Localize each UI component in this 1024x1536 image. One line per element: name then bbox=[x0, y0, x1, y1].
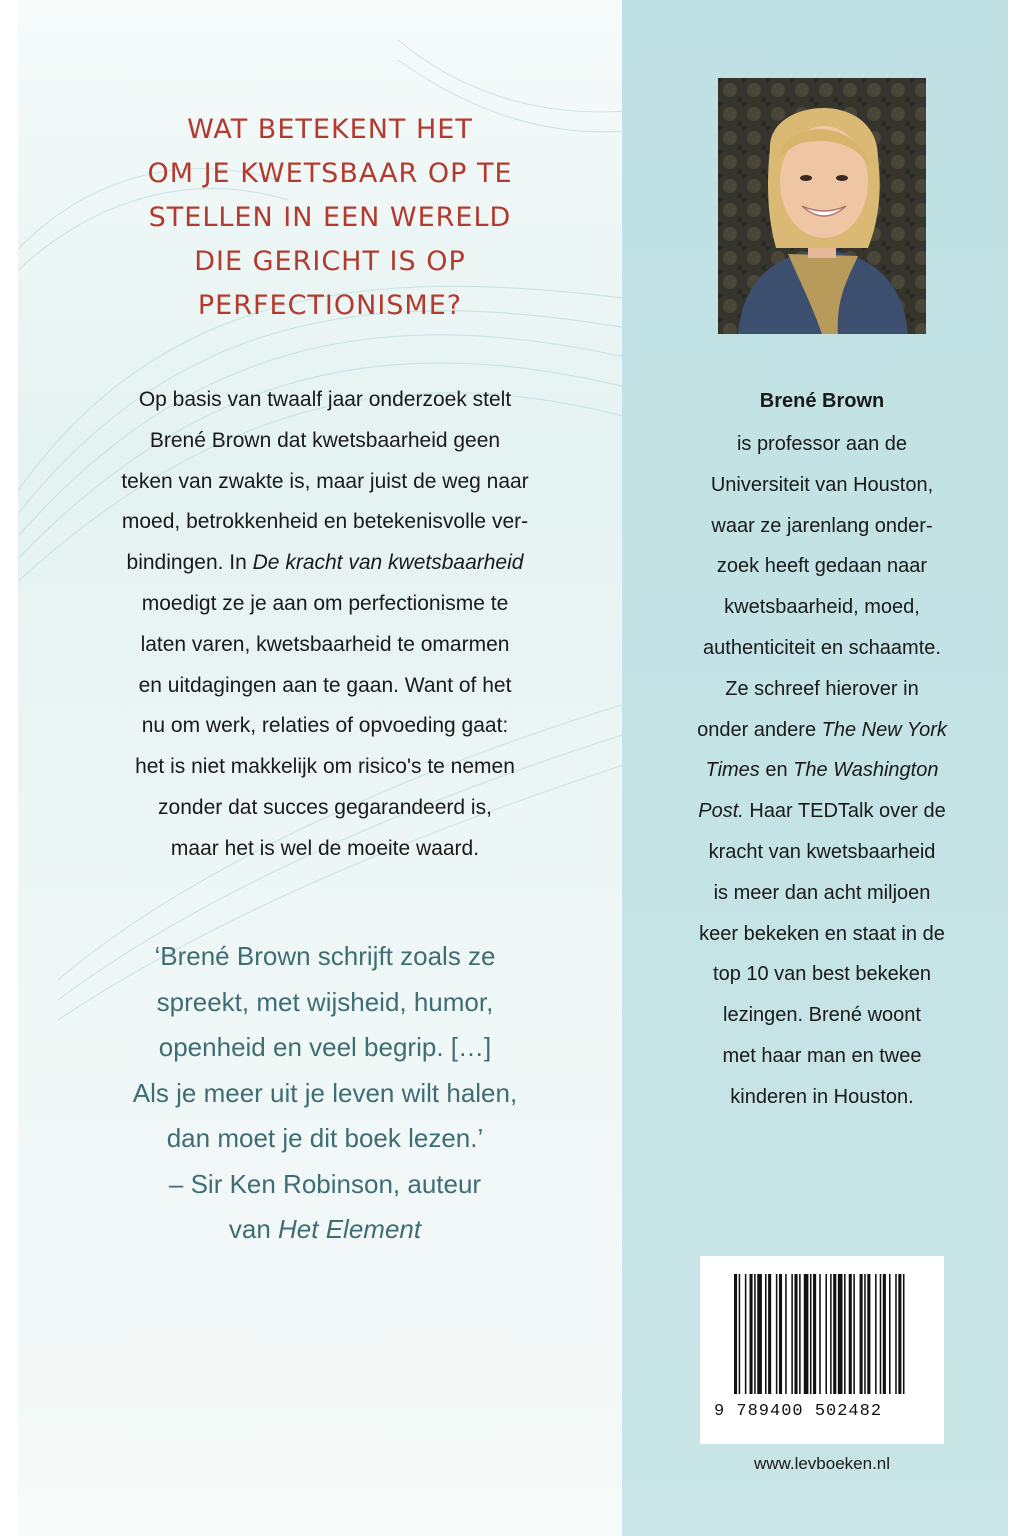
quote-line: dan moet je dit boek lezen.’ bbox=[166, 1123, 484, 1153]
bio-line: kwetsbaarheid, moed, bbox=[724, 596, 920, 619]
summary-line: Brené Brown dat kwetsbaarheid geen bbox=[149, 428, 501, 452]
barcode-bar bbox=[804, 1274, 809, 1394]
quote-line: – Sir Ken Robinson, auteur bbox=[168, 1168, 482, 1199]
bio-line: kinderen in Houston. bbox=[730, 1085, 914, 1108]
barcode-bar bbox=[838, 1274, 843, 1394]
bio-line: Post. Haar TEDTalk over de bbox=[698, 800, 946, 823]
summary-line: Op basis van twaalf jaar onderzoek stelt bbox=[138, 388, 512, 411]
publisher-website: www.levboeken.nl bbox=[753, 1454, 891, 1473]
summary-line: teken van zwakte is, maar juist de weg naar bbox=[121, 469, 529, 493]
barcode-bar bbox=[875, 1274, 877, 1394]
summary-line: en uitdagingen aan te gaan. Want of het bbox=[138, 673, 512, 697]
headline bbox=[120, 108, 540, 328]
barcode-bar bbox=[844, 1274, 846, 1394]
book-summary bbox=[60, 380, 590, 870]
barcode-bar bbox=[833, 1274, 836, 1394]
bio-line: met haar man en twee bbox=[722, 1044, 922, 1067]
barcode-bar bbox=[745, 1274, 747, 1394]
bio-line: is meer dan acht miljoen bbox=[713, 881, 931, 904]
headline-line: WAT BETEKENT HET bbox=[187, 114, 473, 145]
author-bio bbox=[650, 424, 994, 1118]
quote-line: van Het Element bbox=[228, 1214, 422, 1244]
barcode-bar bbox=[867, 1274, 870, 1394]
barcode-bar bbox=[830, 1274, 832, 1394]
bio-line: keer bekeken en staat in de bbox=[699, 922, 945, 945]
bio-line: authenticiteit en schaamte. bbox=[703, 636, 941, 659]
quote-line: openheid en veel begrip. […] bbox=[158, 1032, 492, 1062]
barcode-bar bbox=[819, 1274, 821, 1394]
bio-line: lezingen. Brené woont bbox=[723, 1004, 921, 1027]
barcode-bar bbox=[813, 1274, 816, 1394]
barcode-bar bbox=[794, 1274, 797, 1394]
bio-line: zoek heeft gedaan naar bbox=[716, 555, 928, 578]
barcode-bar bbox=[785, 1274, 787, 1394]
summary-line: maar het is wel de moeite waard. bbox=[170, 836, 480, 860]
summary-line: moedigt ze je aan om perfectionisme te bbox=[141, 591, 509, 615]
barcode-bar bbox=[765, 1274, 767, 1394]
bio-line: Ze schreef hierover in bbox=[725, 677, 919, 700]
bio-line: waar ze jarenlang onder- bbox=[711, 514, 933, 537]
barcode-bars bbox=[700, 1256, 944, 1406]
barcode-panel bbox=[700, 1256, 944, 1444]
quote-line: spreekt, met wijsheid, humor, bbox=[156, 986, 494, 1017]
bio-line: kracht van kwetsbaarheid bbox=[708, 840, 936, 863]
headline-line: DIE GERICHT IS OP bbox=[194, 246, 466, 277]
summary-line: nu om werk, relaties of opvoeding gaat: bbox=[141, 714, 509, 738]
barcode-bar bbox=[768, 1274, 771, 1394]
author-portrait-image bbox=[718, 78, 926, 334]
summary-line: bindingen. In De kracht van kwetsbaarheid bbox=[126, 551, 524, 575]
barcode-bar bbox=[849, 1274, 852, 1394]
barcode-bar bbox=[779, 1274, 782, 1394]
barcode-bar bbox=[880, 1274, 882, 1394]
summary-line: zonder dat succes gegarandeerd is, bbox=[158, 795, 492, 819]
barcode-bar bbox=[791, 1274, 793, 1394]
headline-line: PERFECTIONISME? bbox=[197, 290, 463, 321]
quote-line: Als je meer uit je leven wilt halen, bbox=[132, 1077, 518, 1108]
headline-line: OM JE KWETSBAAR OP TE bbox=[147, 158, 513, 189]
barcode-bar bbox=[754, 1274, 756, 1394]
bio-line: is professor aan de bbox=[736, 433, 908, 455]
bio-line: top 10 van best bekeken bbox=[713, 963, 931, 986]
review-quote bbox=[60, 934, 590, 1253]
barcode-bar bbox=[825, 1274, 827, 1394]
isbn-number: 9 789400 502482 bbox=[714, 1402, 883, 1421]
summary-line: het is niet makkelijk om risico's te nemen bbox=[135, 755, 515, 779]
summary-line: moed, betrokkenheid en betekenisvolle ver- bbox=[121, 510, 529, 534]
barcode-bar bbox=[860, 1274, 863, 1394]
barcode-bar bbox=[895, 1274, 897, 1394]
barcode-bar bbox=[799, 1274, 801, 1394]
author-photo bbox=[718, 78, 926, 334]
barcode-bar bbox=[750, 1274, 753, 1394]
barcode-bar bbox=[739, 1274, 741, 1394]
bio-line: Universiteit van Houston, bbox=[710, 473, 934, 496]
bio-line: Times en The Washington bbox=[705, 759, 939, 782]
barcode-bar bbox=[903, 1274, 905, 1394]
barcode-bar bbox=[757, 1274, 762, 1394]
barcode-bar bbox=[776, 1274, 778, 1394]
quote-line: ‘Brené Brown schrijft zoals ze bbox=[154, 941, 496, 971]
author-name: Brené Brown bbox=[759, 390, 885, 412]
headline-line: STELLEN IN EEN WERELD bbox=[148, 202, 512, 233]
barcode-bar bbox=[898, 1274, 901, 1394]
barcode-bar bbox=[853, 1274, 855, 1394]
bio-line: onder andere The New York bbox=[697, 718, 947, 741]
summary-line: laten varen, kwetsbaarheid te omarmen bbox=[140, 632, 510, 656]
barcode-bar bbox=[889, 1274, 891, 1394]
barcode-bar bbox=[810, 1274, 812, 1394]
barcode-bar bbox=[883, 1274, 886, 1394]
barcode-bar bbox=[864, 1274, 866, 1394]
barcode-bar bbox=[734, 1274, 737, 1394]
